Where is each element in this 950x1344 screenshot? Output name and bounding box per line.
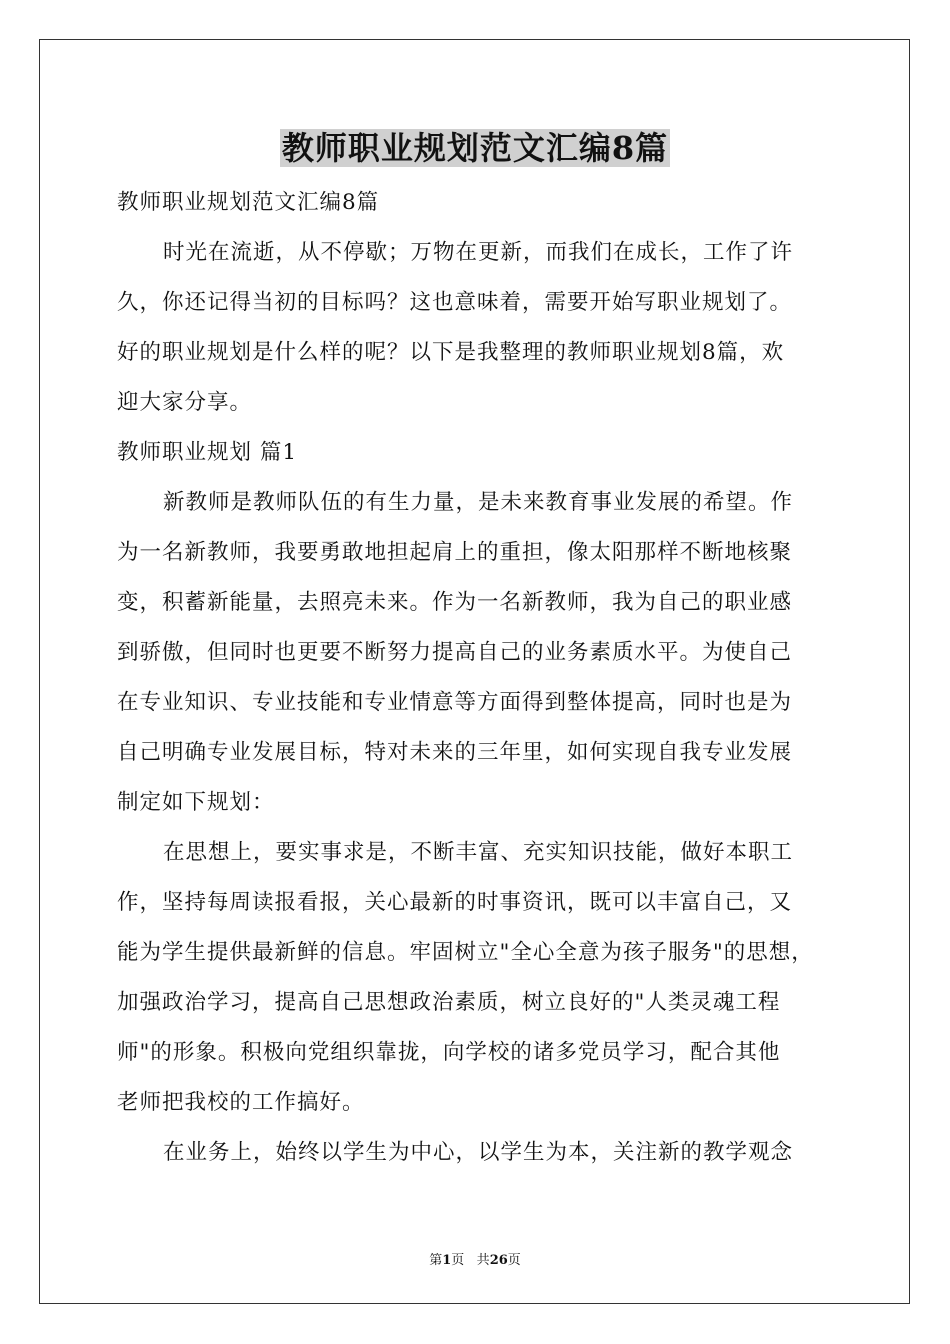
text-line: 时光在流逝，从不停歇；万物在更新，而我们在成长，工作了许 xyxy=(163,240,794,265)
text-line: 自己明确专业发展目标，特对未来的三年里，如何实现自我专业发展 xyxy=(117,740,793,765)
text-line: 在业务上，始终以学生为中心，以学生为本，关注新的教学观念 xyxy=(163,1140,794,1165)
text-line: 加强政治学习，提高自己思想政治素质，树立良好的"人类灵魂工程 xyxy=(117,990,781,1015)
text-line: 好的职业规划是什么样的呢？以下是我整理的教师职业规划8篇，欢 xyxy=(117,340,785,365)
text-line: 制定如下规划： xyxy=(117,790,275,815)
text-line: 在专业知识、专业技能和专业情意等方面得到整体提高，同时也是为 xyxy=(117,690,793,715)
text-line: 久，你还记得当初的目标吗？这也意味着，需要开始写职业规划了。 xyxy=(117,290,793,315)
total-prefix: 共 xyxy=(476,1253,490,1268)
document-title: 教师职业规划范文汇编8篇 xyxy=(281,129,669,167)
text-line: 为一名新教师，我要勇敢地担起肩上的重担，像太阳那样不断地核聚 xyxy=(117,540,793,565)
page-suffix: 页 xyxy=(451,1253,465,1268)
text-line: 老师把我校的工作搞好。 xyxy=(117,1090,365,1115)
text-line: 师"的形象。积极向党组织靠拢，向学校的诸多党员学习，配合其他 xyxy=(117,1040,781,1065)
text-line: 变，积蓄新能量，去照亮未来。作为一名新教师，我为自己的职业感 xyxy=(117,590,793,615)
page-footer xyxy=(0,1249,950,1268)
text-line: 在思想上，要实事求是，不断丰富、充实知识技能，做好本职工 xyxy=(163,840,794,865)
text-line: 迎大家分享。 xyxy=(117,390,253,415)
total-suffix: 页 xyxy=(507,1253,521,1268)
text-line: 教师职业规划 篇1 xyxy=(117,440,298,465)
text-line: 能为学生提供最新鲜的信息。牢固树立"全心全意为孩子服务"的思想， xyxy=(117,940,814,965)
text-line: 到骄傲，但同时也更要不断努力提高自己的业务素质水平。为使自己 xyxy=(117,640,793,665)
text-line: 新教师是教师队伍的有生力量，是未来教育事业发展的希望。作 xyxy=(163,490,794,515)
text-line: 作，坚持每周读报看报，关心最新的时事资讯，既可以丰富自己，又 xyxy=(117,890,793,915)
page-total: 26 xyxy=(489,1253,508,1268)
document-body xyxy=(117,178,835,1178)
page-current: 1 xyxy=(442,1253,452,1268)
document-title-container xyxy=(0,126,950,170)
text-line: 教师职业规划范文汇编8篇 xyxy=(117,190,380,215)
page-prefix: 第 xyxy=(429,1253,443,1268)
